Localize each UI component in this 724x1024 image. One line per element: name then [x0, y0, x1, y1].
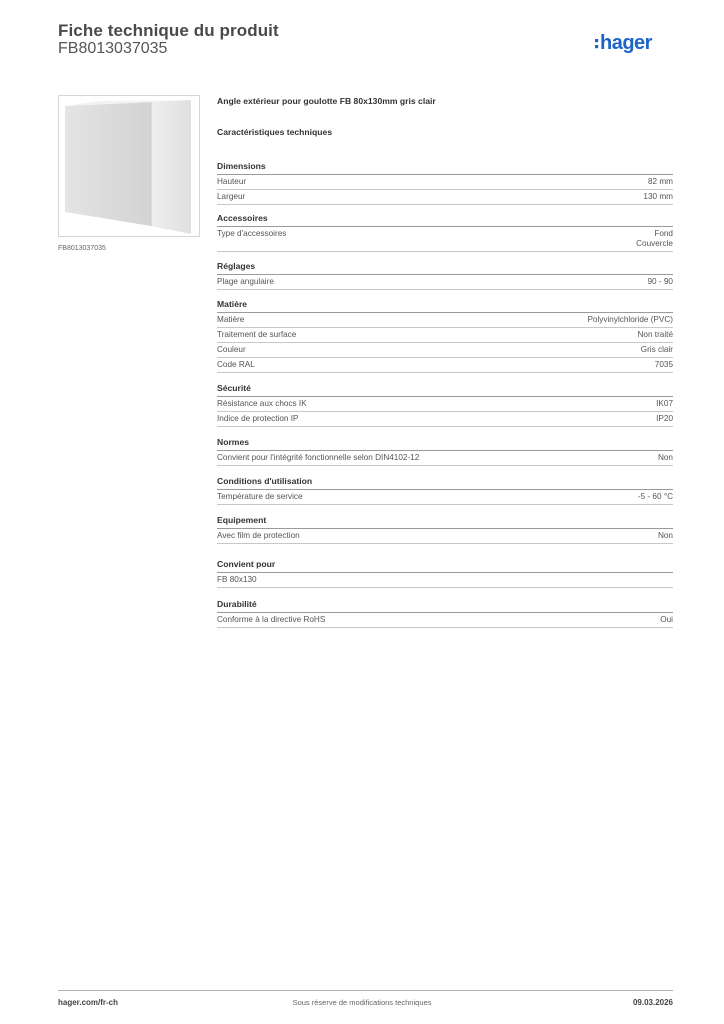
spec-row — [217, 490, 673, 505]
spec-label: Plage angulaire — [217, 277, 274, 286]
spec-value: Gris clair — [640, 345, 673, 354]
footer-website[interactable]: hager.com/fr-ch — [58, 998, 119, 1007]
section-heading: Accessoires — [217, 213, 673, 227]
spec-section — [217, 599, 673, 628]
spec-row — [217, 573, 673, 588]
spec-section — [217, 261, 673, 290]
spec-value: Non traité — [637, 330, 673, 339]
spec-label: Type d'accessoires — [217, 229, 287, 238]
spec-value: -5 - 60 °C — [637, 492, 673, 501]
spec-value: 130 mm — [643, 192, 673, 201]
product-reference: FB8013037035 — [58, 40, 168, 57]
spec-label: Résistance aux chocs IK — [217, 399, 307, 408]
spec-row — [217, 313, 673, 328]
footer-date: 09.03.2026 — [632, 998, 673, 1007]
spec-value: 90 - 90 — [647, 277, 673, 286]
spec-label: Hauteur — [217, 177, 247, 186]
spec-section — [217, 476, 673, 505]
spec-sections — [217, 161, 673, 628]
hager-logo — [594, 30, 674, 56]
specs-heading: Caractéristiques techniques — [217, 127, 333, 137]
section-heading: Durabilité — [217, 599, 673, 613]
spec-section — [217, 213, 673, 252]
page-title: Fiche technique du produit — [58, 21, 279, 40]
channel-angle-illustration — [59, 96, 199, 236]
footer-notice: Sous réserve de modifications techniques — [292, 998, 432, 1007]
spec-row — [217, 343, 673, 358]
spec-section — [217, 299, 673, 373]
spec-value: Non — [657, 531, 673, 540]
section-heading: Sécurité — [217, 383, 673, 397]
spec-row — [217, 613, 673, 628]
section-heading: Réglages — [217, 261, 673, 275]
spec-value: IK07 — [656, 399, 673, 408]
spec-label: Température de service — [217, 492, 303, 501]
spec-value: Polyvinylchloride (PVC) — [587, 315, 673, 324]
spec-section — [217, 437, 673, 466]
spec-row — [217, 328, 673, 343]
spec-row — [217, 227, 673, 252]
spec-section — [217, 559, 673, 588]
spec-row — [217, 529, 673, 544]
spec-value: IP20 — [656, 414, 673, 423]
spec-row — [217, 451, 673, 466]
spec-label: Convient pour l'intégrité fonctionnelle selon DIN4102-12 — [217, 453, 420, 462]
spec-section — [217, 161, 673, 205]
spec-content — [217, 96, 673, 628]
section-heading: Dimensions — [217, 161, 673, 175]
spec-label: Indice de protection IP — [217, 414, 299, 423]
section-heading: Equipement — [217, 515, 673, 529]
spec-label: Couleur — [217, 345, 246, 354]
spec-row — [217, 412, 673, 427]
section-heading: Convient pour — [217, 559, 673, 573]
image-caption: FB8013037035 — [58, 245, 106, 252]
section-heading: Matière — [217, 299, 673, 313]
spec-row — [217, 175, 673, 190]
spec-section — [217, 515, 673, 544]
spec-label: Avec film de protection — [217, 531, 300, 540]
spec-label: Conforme à la directive RoHS — [217, 615, 326, 624]
product-description: Angle extérieur pour goulotte FB 80x130mm gris clair — [217, 96, 436, 106]
spec-label: Code RAL — [217, 360, 255, 369]
spec-section — [217, 383, 673, 427]
spec-label: FB 80x130 — [217, 575, 257, 584]
footer-divider — [58, 990, 673, 991]
spec-label: Traitement de surface — [217, 330, 297, 339]
spec-value: 82 mm — [647, 177, 673, 186]
spec-value: Oui — [660, 615, 673, 624]
section-heading: Normes — [217, 437, 673, 451]
spec-value: 7035 — [654, 360, 673, 369]
spec-label: Largeur — [217, 192, 246, 201]
spec-value: Fond Couvercle — [636, 229, 673, 248]
section-heading: Conditions d'utilisation — [217, 476, 673, 490]
spec-label: Matière — [217, 315, 245, 324]
spec-row — [217, 358, 673, 373]
spec-row — [217, 397, 673, 412]
product-image — [58, 95, 200, 237]
svg-text:hager: hager — [600, 32, 652, 54]
spec-row — [217, 275, 673, 290]
spec-value: Non — [657, 453, 673, 462]
spec-row — [217, 190, 673, 205]
